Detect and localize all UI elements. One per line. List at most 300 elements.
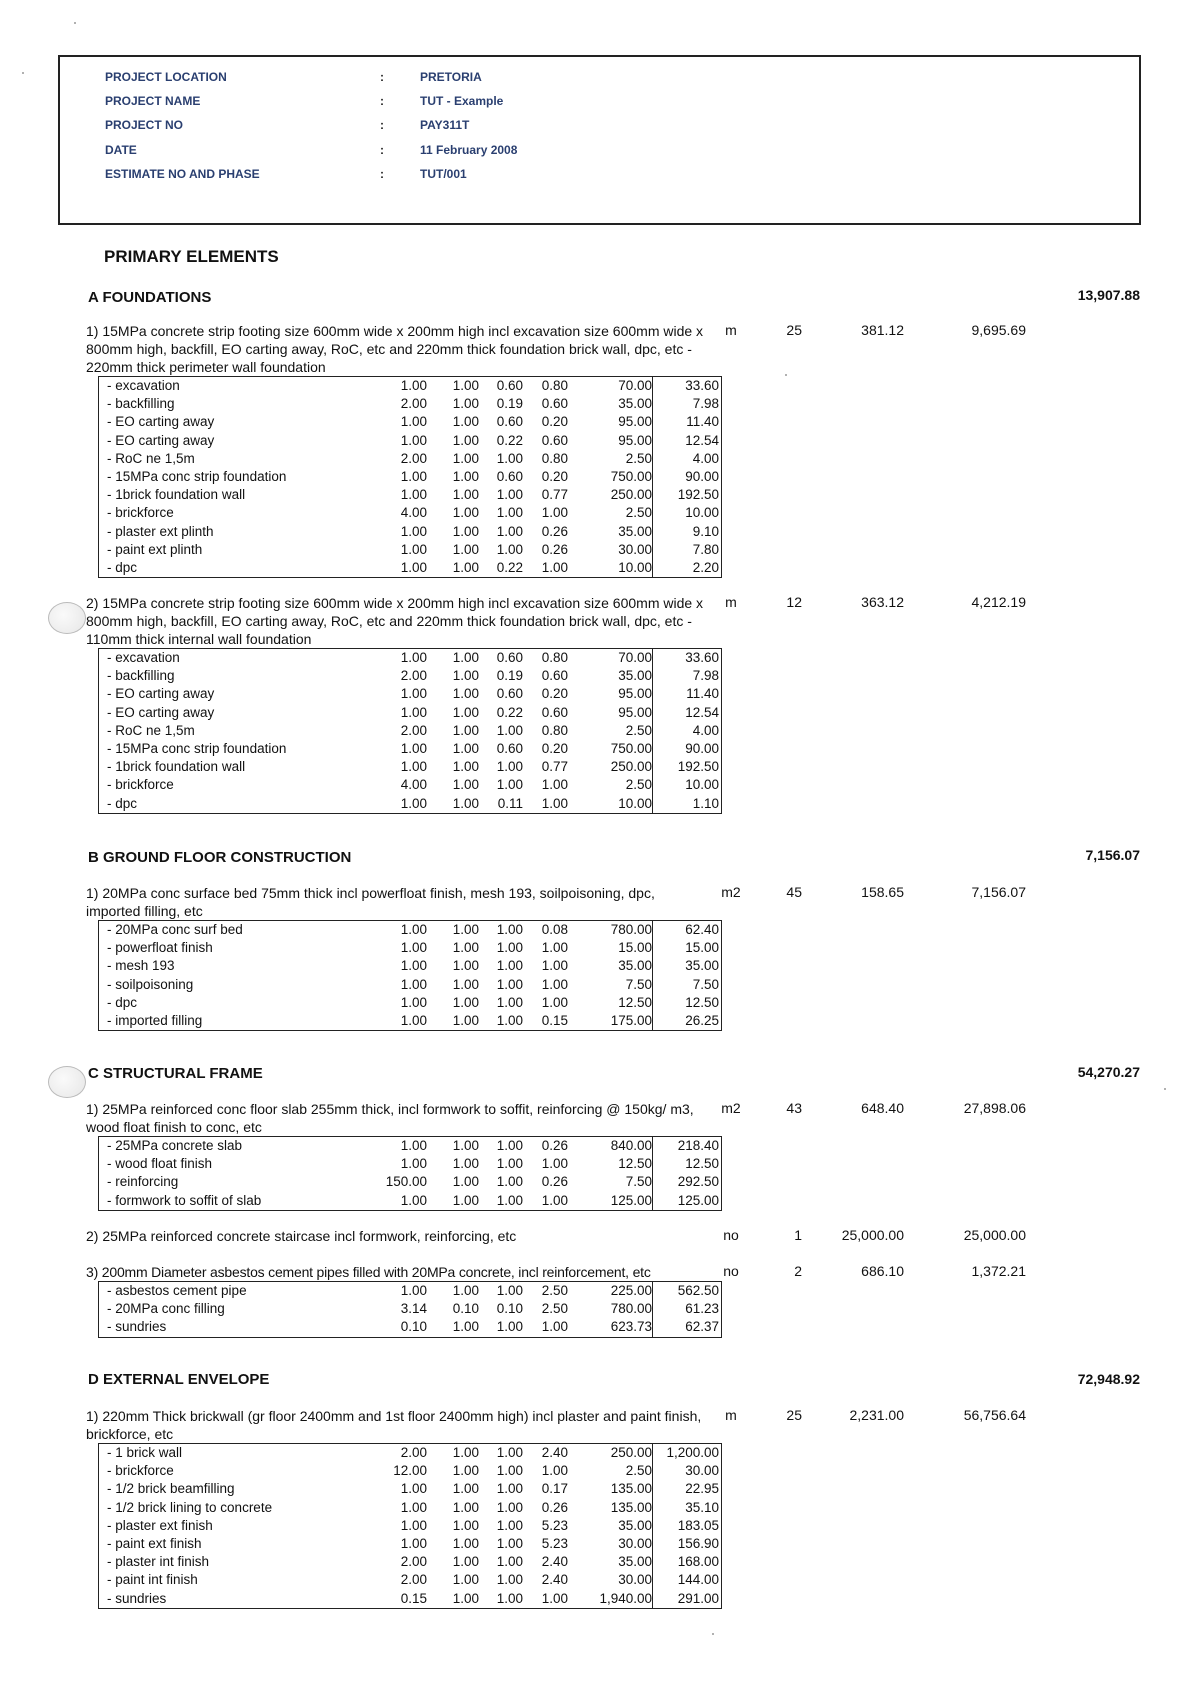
breakdown-factor-3: 1.00 (496, 523, 523, 539)
project-no-value: PAY311T (420, 118, 470, 132)
item-rate: 2,231.00 (849, 1407, 904, 1423)
breakdown-row (99, 1173, 722, 1191)
breakdown-factor-1: 2.00 (400, 1554, 427, 1570)
breakdown-factor-3: 0.19 (496, 668, 523, 684)
breakdown-description: - plaster ext plinth (99, 523, 378, 541)
breakdown-factor-2: 1.00 (452, 994, 479, 1010)
breakdown-factor-3: 0.11 (479, 795, 523, 814)
breakdown-factor-2: 1.00 (452, 1536, 479, 1552)
breakdown-description: - 15MPa conc strip foundation (99, 468, 378, 486)
breakdown-factor-4: 0.20 (541, 469, 568, 485)
item-description (86, 1227, 726, 1245)
breakdown-row (99, 1155, 722, 1173)
breakdown-amount: 1.10 (653, 795, 722, 814)
item-rate: 158.65 (861, 884, 904, 900)
breakdown-description: - mesh 193 (99, 957, 378, 975)
breakdown-factor-3: 1.00 (496, 1156, 523, 1172)
breakdown-description: - brickforce (99, 1462, 378, 1480)
breakdown-factor-1: 1.00 (377, 1012, 427, 1031)
breakdown-description: - 1brick foundation wall (99, 486, 378, 504)
breakdown-factor-2: 1.00 (427, 795, 479, 814)
breakdown-factor-2: 1.00 (427, 1590, 479, 1609)
breakdown-row (99, 795, 722, 814)
item-rate: 381.12 (861, 322, 904, 338)
breakdown-factor-3: 1.00 (496, 1554, 523, 1570)
breakdown-factor-3: 1.00 (496, 994, 523, 1010)
breakdown-factor-1: 1.00 (377, 921, 427, 940)
breakdown-factor-4: 0.20 (541, 741, 568, 757)
breakdown-factor-3: 1.00 (479, 1318, 523, 1337)
breakdown-rate: 750.00 (610, 741, 652, 757)
breakdown-factor-1: 1.00 (400, 704, 427, 720)
breakdown-factor-2: 1.00 (452, 541, 479, 557)
breakdown-rate: 225.00 (568, 1282, 653, 1301)
breakdown-rate: 250.00 (610, 759, 652, 775)
breakdown-description: - paint ext plinth (99, 541, 378, 559)
breakdown-factor-1: 1.00 (400, 958, 427, 974)
breakdown-factor-4: 0.77 (541, 487, 568, 503)
breakdown-description: - paint int finish (99, 1571, 378, 1589)
scan-speck (712, 1633, 714, 1635)
breakdown-factor-3: 1.00 (496, 487, 523, 503)
breakdown-amount: 62.40 (653, 921, 722, 940)
breakdown-factor-4: 0.60 (541, 432, 568, 448)
item-unit: no (723, 1263, 739, 1279)
punch-hole (48, 1066, 86, 1098)
breakdown-description: - imported filling (99, 1012, 378, 1031)
section-title: B GROUND FLOOR CONSTRUCTION (88, 849, 352, 866)
estimate-no-label: ESTIMATE NO AND PHASE (105, 167, 260, 181)
breakdown-row (99, 1553, 722, 1571)
breakdown-description: - dpc (99, 559, 378, 578)
breakdown-factor-2: 1.00 (452, 1572, 479, 1588)
breakdown-row (99, 377, 722, 396)
breakdown-amount: 192.50 (653, 758, 722, 776)
breakdown-table (98, 1281, 722, 1338)
item-unit: m (725, 322, 737, 338)
breakdown-table (98, 648, 722, 814)
colon: : (380, 167, 384, 181)
breakdown-factor-3: 1.00 (496, 759, 523, 775)
breakdown-factor-1: 1.00 (400, 1499, 427, 1515)
breakdown-rate: 95.00 (618, 414, 652, 430)
breakdown-factor-4: 1.00 (541, 505, 568, 521)
breakdown-factor-4: 2.50 (541, 1301, 568, 1317)
breakdown-rate: 2.50 (625, 722, 652, 738)
section-title: A FOUNDATIONS (88, 289, 212, 306)
breakdown-description: - EO carting away (99, 432, 378, 450)
scan-speck (22, 72, 24, 74)
breakdown-rate: 70.00 (568, 649, 653, 668)
primary-elements-title: PRIMARY ELEMENTS (104, 247, 279, 266)
item-amount: 4,212.19 (971, 594, 1026, 610)
breakdown-amount: 10.00 (653, 504, 722, 522)
item-unit: m2 (721, 1100, 741, 1116)
breakdown-factor-1: 1.00 (377, 559, 427, 578)
breakdown-description: - EO carting away (99, 413, 378, 431)
section-title: D EXTERNAL ENVELOPE (88, 1371, 270, 1388)
item-qty: 1 (794, 1227, 802, 1243)
breakdown-row (99, 976, 722, 994)
breakdown-description: - soilpoisoning (99, 976, 378, 994)
breakdown-description: - wood float finish (99, 1155, 378, 1173)
breakdown-description: - dpc (99, 795, 378, 814)
section-title: C STRUCTURAL FRAME (88, 1065, 263, 1082)
breakdown-row (99, 468, 722, 486)
breakdown-row (99, 1444, 722, 1463)
breakdown-table (98, 1136, 722, 1211)
project-info-box (58, 55, 1141, 225)
breakdown-factor-2: 1.00 (427, 1137, 479, 1156)
item-qty: 45 (786, 884, 802, 900)
breakdown-factor-4: 0.17 (541, 1481, 568, 1497)
breakdown-amount: 12.50 (653, 994, 722, 1012)
breakdown-factor-4: 5.23 (541, 1536, 568, 1552)
breakdown-factor-2: 1.00 (452, 469, 479, 485)
item-rate: 25,000.00 (841, 1227, 904, 1243)
breakdown-factor-2: 1.00 (427, 1318, 479, 1337)
breakdown-row (99, 395, 722, 413)
breakdown-factor-2: 1.00 (452, 396, 479, 412)
breakdown-factor-3: 1.00 (496, 505, 523, 521)
breakdown-rate: 10.00 (568, 559, 653, 578)
breakdown-amount: 1,200.00 (653, 1444, 722, 1463)
breakdown-factor-2: 1.00 (427, 1192, 479, 1211)
item-amount: 9,695.69 (971, 322, 1026, 338)
breakdown-description: - excavation (99, 377, 378, 396)
breakdown-factor-4: 0.26 (523, 1137, 568, 1156)
breakdown-rate: 7.50 (625, 976, 652, 992)
item-number: 3) (86, 1264, 99, 1280)
breakdown-rate: 12.50 (618, 1156, 652, 1172)
breakdown-amount: 15.00 (653, 939, 722, 957)
breakdown-factor-4: 2.50 (523, 1282, 568, 1301)
breakdown-amount: 7.98 (653, 667, 722, 685)
breakdown-factor-3: 1.00 (496, 1536, 523, 1552)
breakdown-rate: 30.00 (618, 1536, 652, 1552)
breakdown-row (99, 541, 722, 559)
item-amount: 25,000.00 (963, 1227, 1026, 1243)
breakdown-factor-4: 1.00 (523, 1318, 568, 1337)
breakdown-amount: 4.00 (653, 450, 722, 468)
breakdown-factor-4: 0.80 (523, 377, 568, 396)
breakdown-factor-2: 1.00 (452, 1481, 479, 1497)
breakdown-factor-3: 1.00 (496, 722, 523, 738)
breakdown-factor-3: 1.00 (479, 1444, 523, 1463)
breakdown-description: - RoC ne 1,5m (99, 722, 378, 740)
breakdown-table (98, 376, 722, 578)
breakdown-amount: 11.40 (653, 413, 722, 431)
breakdown-factor-2: 1.00 (427, 1282, 479, 1301)
item-text: 25MPa reinforced concrete staircase incl formwork, reinforcing, etc (102, 1228, 517, 1244)
breakdown-description: - 20MPa conc filling (99, 1300, 378, 1318)
item-text: 25MPa reinforced conc floor slab 255mm thick, incl formwork to soffit, reinforcing @ 150kg/ m3, wood float finish to conc, etc (86, 1101, 694, 1135)
breakdown-row (99, 685, 722, 703)
breakdown-rate: 10.00 (568, 795, 653, 814)
breakdown-factor-4: 0.26 (541, 541, 568, 557)
breakdown-factor-4: 1.00 (523, 1192, 568, 1211)
breakdown-amount: 35.00 (653, 957, 722, 975)
breakdown-rate: 750.00 (610, 469, 652, 485)
breakdown-row (99, 559, 722, 578)
breakdown-rate: 7.50 (625, 1174, 652, 1190)
item-unit: m (725, 1407, 737, 1423)
item-amount: 56,756.64 (963, 1407, 1026, 1423)
breakdown-description: - paint ext finish (99, 1535, 378, 1553)
colon: : (380, 118, 384, 132)
breakdown-amount: 61.23 (653, 1300, 722, 1318)
item-rate: 686.10 (861, 1263, 904, 1279)
breakdown-factor-4: 1.00 (523, 559, 568, 578)
breakdown-row (99, 776, 722, 794)
breakdown-description: - 1/2 brick lining to concrete (99, 1499, 378, 1517)
breakdown-factor-2: 1.00 (427, 559, 479, 578)
breakdown-factor-1: 2.00 (400, 1572, 427, 1588)
breakdown-factor-1: 1.00 (377, 1137, 427, 1156)
item-text: 15MPa concrete strip footing size 600mm wide x 200mm high incl excavation size 600mm wide x 800mm high, backfill, EO carting away, RoC, etc and 220mm thick foundation brick wall, dpc, etc - 220mm thick perimeter wall foundation (86, 323, 704, 375)
breakdown-factor-3: 1.00 (496, 1463, 523, 1479)
breakdown-description: - reinforcing (99, 1173, 378, 1191)
breakdown-factor-3: 1.00 (479, 921, 523, 940)
breakdown-rate: 35.00 (618, 668, 652, 684)
scan-speck (74, 22, 76, 24)
breakdown-factor-1: 3.14 (400, 1301, 427, 1317)
punch-hole (48, 602, 86, 634)
breakdown-row (99, 1517, 722, 1535)
breakdown-factor-2: 1.00 (427, 1444, 479, 1463)
breakdown-factor-1: 1.00 (377, 1192, 427, 1211)
item-description (86, 884, 706, 920)
breakdown-description: - 25MPa concrete slab (99, 1137, 378, 1156)
breakdown-factor-4: 0.60 (541, 704, 568, 720)
breakdown-rate: 35.00 (618, 396, 652, 412)
breakdown-description: - 20MPa conc surf bed (99, 921, 378, 940)
item-unit: m (725, 594, 737, 610)
breakdown-factor-4: 0.26 (541, 523, 568, 539)
breakdown-factor-4: 0.60 (541, 668, 568, 684)
breakdown-factor-1: 1.00 (400, 541, 427, 557)
scan-speck (1164, 1088, 1166, 1090)
breakdown-factor-1: 1.00 (400, 469, 427, 485)
breakdown-factor-4: 0.26 (541, 1499, 568, 1515)
breakdown-factor-1: 2.00 (400, 722, 427, 738)
breakdown-factor-4: 1.00 (541, 1156, 568, 1172)
breakdown-description: - 1brick foundation wall (99, 758, 378, 776)
breakdown-factor-2: 1.00 (452, 777, 479, 793)
breakdown-factor-4: 2.40 (541, 1572, 568, 1588)
breakdown-description: - backfilling (99, 667, 378, 685)
breakdown-description: - formwork to soffit of slab (99, 1192, 378, 1211)
section-total: 13,907.88 (1077, 287, 1140, 303)
breakdown-row (99, 1300, 722, 1318)
breakdown-amount: 192.50 (653, 486, 722, 504)
breakdown-factor-1: 4.00 (400, 505, 427, 521)
breakdown-factor-2: 1.00 (452, 704, 479, 720)
item-text: 220mm Thick brickwall (gr floor 2400mm and 1st floor 2400mm high) incl plaster and paint finish, brickforce, etc (86, 1408, 702, 1442)
breakdown-factor-2: 1.00 (452, 958, 479, 974)
item-qty: 25 (786, 1407, 802, 1423)
breakdown-amount: 168.00 (653, 1553, 722, 1571)
breakdown-amount: 26.25 (653, 1012, 722, 1031)
breakdown-amount: 156.90 (653, 1535, 722, 1553)
breakdown-rate: 95.00 (618, 704, 652, 720)
item-description (86, 1407, 706, 1443)
breakdown-rate: 30.00 (618, 1572, 652, 1588)
breakdown-factor-3: 0.60 (479, 377, 523, 396)
breakdown-factor-3: 0.22 (496, 704, 523, 720)
breakdown-rate: 35.00 (618, 1517, 652, 1533)
breakdown-factor-1: 1.00 (400, 1481, 427, 1497)
breakdown-factor-2: 1.00 (427, 1012, 479, 1031)
item-number: 1) (86, 1408, 99, 1424)
item-description (86, 1100, 706, 1136)
breakdown-row (99, 667, 722, 685)
item-unit: m2 (721, 884, 741, 900)
breakdown-factor-1: 1.00 (400, 414, 427, 430)
breakdown-factor-4: 1.00 (541, 940, 568, 956)
breakdown-amount: 62.37 (653, 1318, 722, 1337)
item-amount: 1,372.21 (971, 1263, 1026, 1279)
breakdown-rate: 125.00 (568, 1192, 653, 1211)
breakdown-row (99, 1480, 722, 1498)
breakdown-description: - RoC ne 1,5m (99, 450, 378, 468)
breakdown-row (99, 1192, 722, 1211)
breakdown-factor-4: 1.00 (541, 976, 568, 992)
breakdown-factor-3: 1.00 (496, 1174, 523, 1190)
scan-speck (785, 374, 787, 376)
breakdown-rate: 623.73 (568, 1318, 653, 1337)
breakdown-amount: 2.20 (653, 559, 722, 578)
breakdown-factor-3: 1.00 (479, 1282, 523, 1301)
breakdown-rate: 250.00 (568, 1444, 653, 1463)
breakdown-description: - backfilling (99, 395, 378, 413)
breakdown-rate: 2.50 (625, 777, 652, 793)
breakdown-amount: 183.05 (653, 1517, 722, 1535)
breakdown-factor-2: 1.00 (452, 1554, 479, 1570)
breakdown-amount: 9.10 (653, 523, 722, 541)
breakdown-factor-4: 0.80 (541, 722, 568, 738)
breakdown-factor-4: 0.20 (541, 414, 568, 430)
breakdown-row (99, 722, 722, 740)
breakdown-factor-2: 1.00 (452, 741, 479, 757)
breakdown-factor-1: 1.00 (400, 1536, 427, 1552)
breakdown-factor-1: 1.00 (400, 1517, 427, 1533)
breakdown-factor-2: 1.00 (452, 668, 479, 684)
breakdown-row (99, 1571, 722, 1589)
breakdown-description: - excavation (99, 649, 378, 668)
item-number: 1) (86, 323, 99, 339)
breakdown-factor-3: 0.22 (479, 559, 523, 578)
section-total: 54,270.27 (1077, 1064, 1140, 1080)
breakdown-rate: 35.00 (618, 523, 652, 539)
breakdown-description: - 15MPa conc strip foundation (99, 740, 378, 758)
breakdown-rate: 2.50 (625, 505, 652, 521)
item-amount: 27,898.06 (963, 1100, 1026, 1116)
breakdown-amount: 292.50 (653, 1173, 722, 1191)
breakdown-amount: 7.80 (653, 541, 722, 559)
item-text: 20MPa conc surface bed 75mm thick incl powerfloat finish, mesh 193, soilpoisoning, dpc, imported filling, etc (86, 885, 655, 919)
breakdown-row (99, 1499, 722, 1517)
breakdown-description: - powerfloat finish (99, 939, 378, 957)
project-name-value: TUT - Example (420, 94, 504, 108)
breakdown-row (99, 1137, 722, 1156)
breakdown-factor-1: 2.00 (400, 450, 427, 466)
breakdown-amount: 12.54 (653, 432, 722, 450)
breakdown-factor-3: 1.00 (496, 940, 523, 956)
item-number: 2) (86, 595, 99, 611)
breakdown-factor-4: 5.23 (541, 1517, 568, 1533)
breakdown-factor-1: 2.00 (400, 668, 427, 684)
item-qty: 43 (786, 1100, 802, 1116)
breakdown-factor-1: 2.00 (400, 396, 427, 412)
breakdown-factor-1: 4.00 (400, 777, 427, 793)
breakdown-factor-2: 1.00 (427, 921, 479, 940)
breakdown-factor-1: 150.00 (385, 1174, 427, 1190)
item-number: 1) (86, 885, 99, 901)
breakdown-factor-3: 1.00 (479, 1192, 523, 1211)
breakdown-rate: 2.50 (625, 1463, 652, 1479)
breakdown-amount: 218.40 (653, 1137, 722, 1156)
breakdown-factor-2: 1.00 (452, 1499, 479, 1515)
breakdown-row (99, 1590, 722, 1609)
breakdown-factor-3: 1.00 (496, 450, 523, 466)
project-no-label: PROJECT NO (105, 118, 184, 132)
breakdown-row (99, 432, 722, 450)
section-total: 7,156.07 (1085, 847, 1140, 863)
item-rate: 648.40 (861, 1100, 904, 1116)
breakdown-rate: 95.00 (618, 432, 652, 448)
breakdown-description: - 1 brick wall (99, 1444, 378, 1463)
breakdown-factor-1: 1.00 (400, 523, 427, 539)
breakdown-factor-1: 1.00 (400, 487, 427, 503)
item-number: 1) (86, 1101, 99, 1117)
breakdown-amount: 4.00 (653, 722, 722, 740)
breakdown-factor-2: 1.00 (452, 414, 479, 430)
breakdown-amount: 11.40 (653, 685, 722, 703)
project-name-label: PROJECT NAME (105, 94, 201, 108)
item-text: 200mm Diameter asbestos cement pipes filled with 20MPa concrete, incl reinforcement, etc (101, 1264, 651, 1280)
breakdown-factor-4: 0.77 (541, 759, 568, 775)
breakdown-factor-2: 1.00 (452, 1174, 479, 1190)
breakdown-factor-4: 1.00 (523, 795, 568, 814)
breakdown-description: - EO carting away (99, 704, 378, 722)
breakdown-factor-2: 1.00 (427, 649, 479, 668)
breakdown-amount: 7.98 (653, 395, 722, 413)
breakdown-amount: 12.50 (653, 1155, 722, 1173)
breakdown-factor-2: 1.00 (452, 487, 479, 503)
breakdown-rate: 135.00 (610, 1481, 652, 1497)
date-label: DATE (105, 143, 137, 157)
breakdown-row (99, 921, 722, 940)
breakdown-rate: 175.00 (568, 1012, 653, 1031)
breakdown-row (99, 523, 722, 541)
breakdown-factor-3: 1.00 (479, 1012, 523, 1031)
breakdown-factor-1: 1.00 (400, 686, 427, 702)
breakdown-row (99, 957, 722, 975)
breakdown-description: - dpc (99, 994, 378, 1012)
breakdown-amount: 30.00 (653, 1462, 722, 1480)
breakdown-factor-1: 1.00 (400, 940, 427, 956)
breakdown-rate: 12.50 (618, 994, 652, 1010)
breakdown-rate: 30.00 (618, 541, 652, 557)
breakdown-factor-2: 1.00 (452, 505, 479, 521)
breakdown-rate: 35.00 (618, 958, 652, 974)
breakdown-factor-4: 0.20 (541, 686, 568, 702)
date-value: 11 February 2008 (420, 143, 518, 157)
breakdown-factor-1: 1.00 (400, 1156, 427, 1172)
breakdown-factor-1: 1.00 (377, 795, 427, 814)
colon: : (380, 143, 384, 157)
